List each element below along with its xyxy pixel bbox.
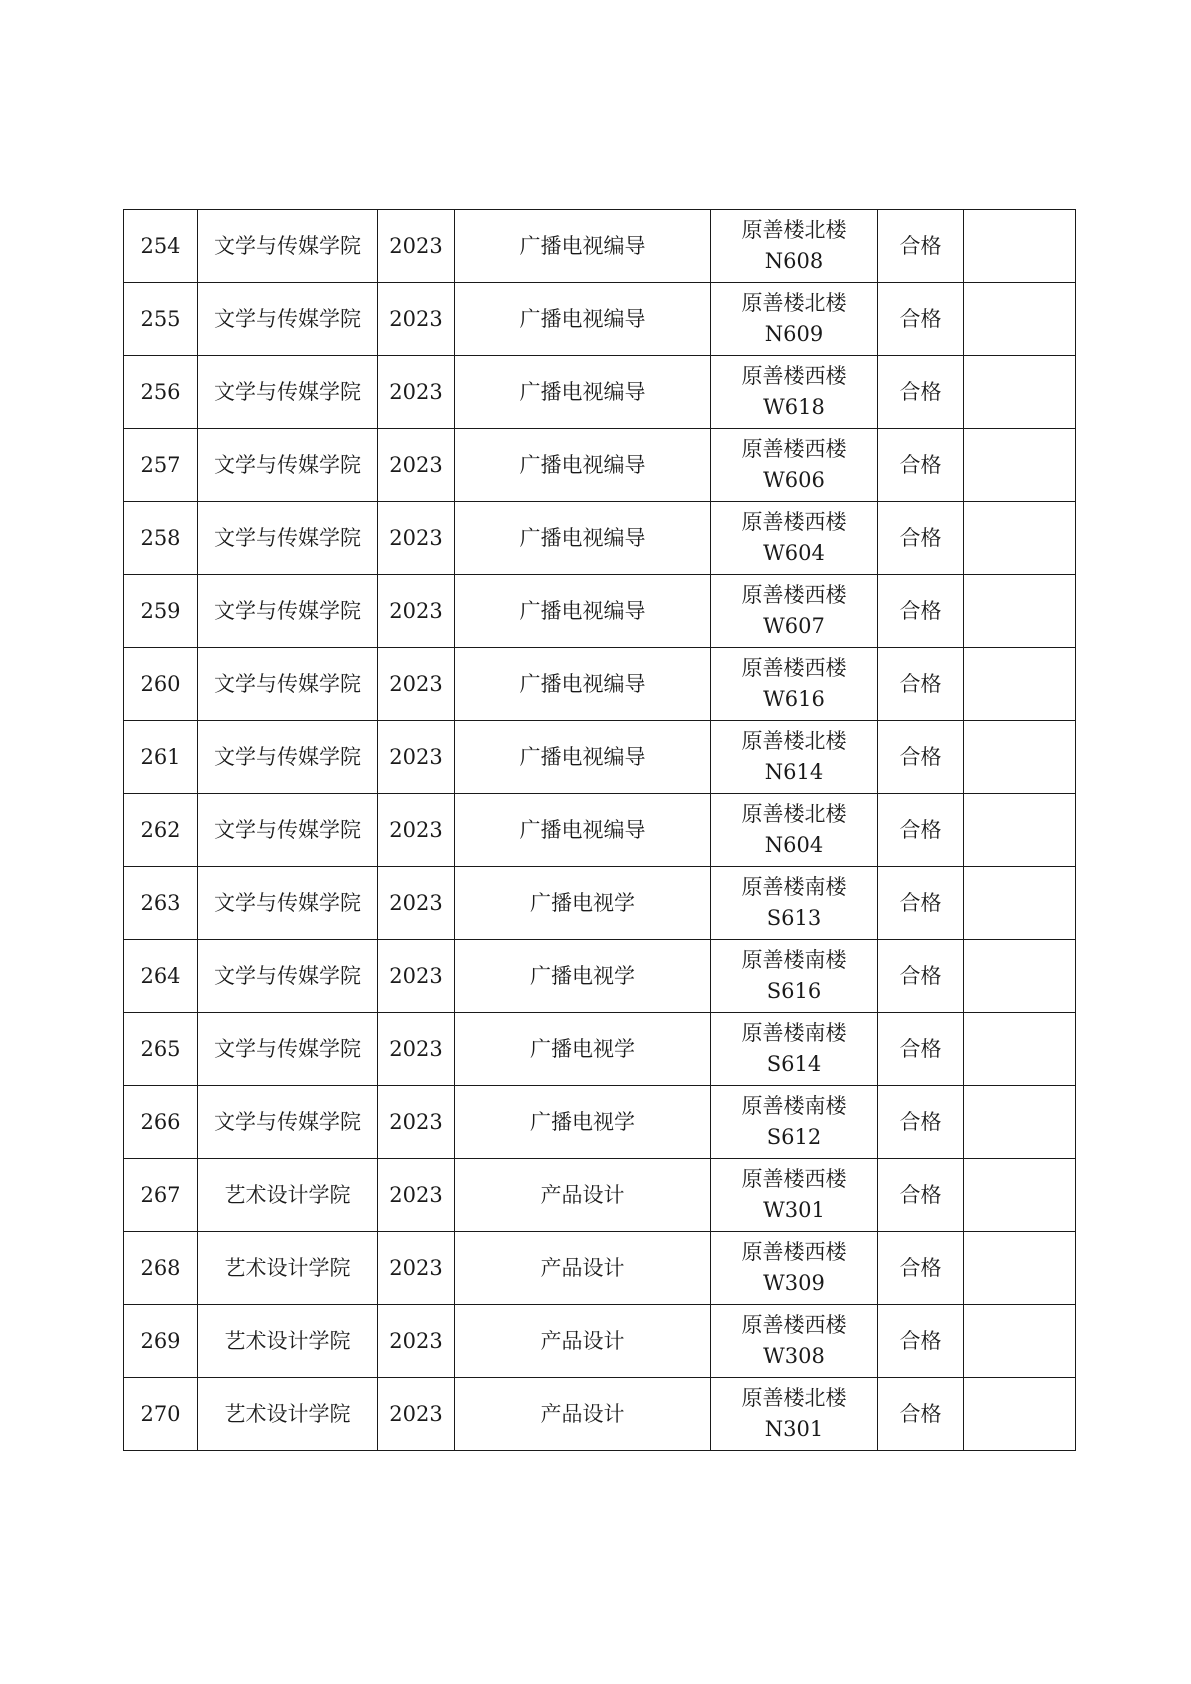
row-number-cell: 258 xyxy=(124,502,198,575)
row-number-cell: 254 xyxy=(124,210,198,283)
remark-cell xyxy=(964,867,1076,940)
result-cell: 合格 xyxy=(878,1232,964,1305)
remark-cell xyxy=(964,429,1076,502)
result-cell: 合格 xyxy=(878,283,964,356)
row-number-cell: 259 xyxy=(124,575,198,648)
major-cell: 产品设计 xyxy=(455,1305,711,1378)
room-number: W309 xyxy=(763,1271,825,1295)
table-row xyxy=(124,1232,1076,1305)
result-cell: 合格 xyxy=(878,1378,964,1451)
building-name: 原善楼西楼 xyxy=(741,1313,847,1337)
major-cell: 广播电视编导 xyxy=(455,575,711,648)
records-body xyxy=(124,210,1076,1451)
year-cell: 2023 xyxy=(378,356,455,429)
table-row xyxy=(124,502,1076,575)
building-name: 原善楼西楼 xyxy=(741,1167,847,1191)
table-row xyxy=(124,940,1076,1013)
table-row xyxy=(124,648,1076,721)
remark-cell xyxy=(964,283,1076,356)
room-number: N609 xyxy=(764,322,824,346)
table-row xyxy=(124,283,1076,356)
room-number: W607 xyxy=(763,614,825,638)
result-cell: 合格 xyxy=(878,1013,964,1086)
room-number: W618 xyxy=(763,395,825,419)
room-number: W604 xyxy=(763,541,825,565)
room-number: N604 xyxy=(764,833,824,857)
college-cell: 文学与传媒学院 xyxy=(198,867,378,940)
college-cell: 文学与传媒学院 xyxy=(198,721,378,794)
major-cell: 广播电视编导 xyxy=(455,794,711,867)
major-cell: 广播电视编导 xyxy=(455,648,711,721)
remark-cell xyxy=(964,794,1076,867)
location-cell xyxy=(711,1232,878,1305)
row-number-cell: 256 xyxy=(124,356,198,429)
year-cell: 2023 xyxy=(378,502,455,575)
major-cell: 广播电视学 xyxy=(455,1086,711,1159)
location-cell xyxy=(711,502,878,575)
result-cell: 合格 xyxy=(878,502,964,575)
result-cell: 合格 xyxy=(878,1086,964,1159)
row-number-cell: 267 xyxy=(124,1159,198,1232)
remark-cell xyxy=(964,502,1076,575)
remark-cell xyxy=(964,1086,1076,1159)
remark-cell xyxy=(964,1232,1076,1305)
room-number: S614 xyxy=(766,1052,822,1076)
major-cell: 广播电视学 xyxy=(455,867,711,940)
building-name: 原善楼西楼 xyxy=(741,437,847,461)
year-cell: 2023 xyxy=(378,721,455,794)
result-cell: 合格 xyxy=(878,575,964,648)
college-cell: 艺术设计学院 xyxy=(198,1232,378,1305)
location-cell xyxy=(711,1378,878,1451)
year-cell: 2023 xyxy=(378,283,455,356)
location-cell xyxy=(711,429,878,502)
college-cell: 艺术设计学院 xyxy=(198,1305,378,1378)
college-cell: 文学与传媒学院 xyxy=(198,210,378,283)
room-number: W308 xyxy=(763,1344,825,1368)
building-name: 原善楼北楼 xyxy=(741,729,847,753)
year-cell: 2023 xyxy=(378,1013,455,1086)
room-number: W606 xyxy=(763,468,825,492)
records-table xyxy=(123,209,1076,1451)
building-name: 原善楼北楼 xyxy=(741,802,847,826)
result-cell: 合格 xyxy=(878,1159,964,1232)
location-cell xyxy=(711,1086,878,1159)
building-name: 原善楼北楼 xyxy=(741,291,847,315)
row-number-cell: 270 xyxy=(124,1378,198,1451)
table-row xyxy=(124,1378,1076,1451)
result-cell: 合格 xyxy=(878,721,964,794)
remark-cell xyxy=(964,356,1076,429)
row-number-cell: 262 xyxy=(124,794,198,867)
table-row xyxy=(124,1159,1076,1232)
major-cell: 产品设计 xyxy=(455,1232,711,1305)
building-name: 原善楼西楼 xyxy=(741,1240,847,1264)
result-cell: 合格 xyxy=(878,1305,964,1378)
row-number-cell: 269 xyxy=(124,1305,198,1378)
building-name: 原善楼西楼 xyxy=(741,656,847,680)
row-number-cell: 268 xyxy=(124,1232,198,1305)
row-number-cell: 261 xyxy=(124,721,198,794)
building-name: 原善楼南楼 xyxy=(741,1094,847,1118)
year-cell: 2023 xyxy=(378,648,455,721)
room-number: S616 xyxy=(766,979,822,1003)
year-cell: 2023 xyxy=(378,1232,455,1305)
college-cell: 文学与传媒学院 xyxy=(198,356,378,429)
college-cell: 文学与传媒学院 xyxy=(198,283,378,356)
table-row xyxy=(124,867,1076,940)
row-number-cell: 266 xyxy=(124,1086,198,1159)
college-cell: 艺术设计学院 xyxy=(198,1159,378,1232)
major-cell: 广播电视编导 xyxy=(455,283,711,356)
table-row xyxy=(124,1086,1076,1159)
result-cell: 合格 xyxy=(878,356,964,429)
location-cell xyxy=(711,794,878,867)
building-name: 原善楼北楼 xyxy=(741,1386,847,1410)
location-cell xyxy=(711,1159,878,1232)
location-cell xyxy=(711,721,878,794)
major-cell: 广播电视编导 xyxy=(455,502,711,575)
result-cell: 合格 xyxy=(878,794,964,867)
college-cell: 文学与传媒学院 xyxy=(198,940,378,1013)
college-cell: 文学与传媒学院 xyxy=(198,575,378,648)
remark-cell xyxy=(964,575,1076,648)
table-row xyxy=(124,794,1076,867)
building-name: 原善楼南楼 xyxy=(741,1021,847,1045)
major-cell: 广播电视编导 xyxy=(455,356,711,429)
location-cell xyxy=(711,648,878,721)
room-number: N301 xyxy=(764,1417,824,1441)
table-row xyxy=(124,429,1076,502)
room-number: W616 xyxy=(763,687,825,711)
college-cell: 艺术设计学院 xyxy=(198,1378,378,1451)
result-cell: 合格 xyxy=(878,648,964,721)
result-cell: 合格 xyxy=(878,429,964,502)
year-cell: 2023 xyxy=(378,210,455,283)
table-row xyxy=(124,721,1076,794)
room-number: N608 xyxy=(764,249,824,273)
building-name: 原善楼西楼 xyxy=(741,364,847,388)
room-number: W301 xyxy=(763,1198,825,1222)
location-cell xyxy=(711,1305,878,1378)
table-row xyxy=(124,1013,1076,1086)
year-cell: 2023 xyxy=(378,794,455,867)
major-cell: 广播电视编导 xyxy=(455,429,711,502)
year-cell: 2023 xyxy=(378,1159,455,1232)
remark-cell xyxy=(964,1378,1076,1451)
room-number: N614 xyxy=(764,760,824,784)
college-cell: 文学与传媒学院 xyxy=(198,1013,378,1086)
college-cell: 文学与传媒学院 xyxy=(198,794,378,867)
college-cell: 文学与传媒学院 xyxy=(198,502,378,575)
college-cell: 文学与传媒学院 xyxy=(198,648,378,721)
year-cell: 2023 xyxy=(378,1086,455,1159)
college-cell: 文学与传媒学院 xyxy=(198,429,378,502)
location-cell xyxy=(711,210,878,283)
row-number-cell: 263 xyxy=(124,867,198,940)
remark-cell xyxy=(964,940,1076,1013)
major-cell: 产品设计 xyxy=(455,1159,711,1232)
location-cell xyxy=(711,356,878,429)
remark-cell xyxy=(964,1305,1076,1378)
row-number-cell: 257 xyxy=(124,429,198,502)
college-cell: 文学与传媒学院 xyxy=(198,1086,378,1159)
location-cell xyxy=(711,575,878,648)
remark-cell xyxy=(964,648,1076,721)
table-row xyxy=(124,1305,1076,1378)
major-cell: 广播电视学 xyxy=(455,1013,711,1086)
row-number-cell: 265 xyxy=(124,1013,198,1086)
location-cell xyxy=(711,940,878,1013)
remark-cell xyxy=(964,1013,1076,1086)
row-number-cell: 255 xyxy=(124,283,198,356)
year-cell: 2023 xyxy=(378,575,455,648)
major-cell: 广播电视学 xyxy=(455,940,711,1013)
table-row xyxy=(124,210,1076,283)
location-cell xyxy=(711,1013,878,1086)
table-row xyxy=(124,575,1076,648)
result-cell: 合格 xyxy=(878,210,964,283)
year-cell: 2023 xyxy=(378,940,455,1013)
remark-cell xyxy=(964,210,1076,283)
room-number: S612 xyxy=(766,1125,822,1149)
year-cell: 2023 xyxy=(378,429,455,502)
year-cell: 2023 xyxy=(378,1378,455,1451)
year-cell: 2023 xyxy=(378,1305,455,1378)
major-cell: 广播电视编导 xyxy=(455,210,711,283)
year-cell: 2023 xyxy=(378,867,455,940)
major-cell: 广播电视编导 xyxy=(455,721,711,794)
remark-cell xyxy=(964,721,1076,794)
location-cell xyxy=(711,283,878,356)
table-row xyxy=(124,356,1076,429)
building-name: 原善楼北楼 xyxy=(741,218,847,242)
remark-cell xyxy=(964,1159,1076,1232)
building-name: 原善楼南楼 xyxy=(741,875,847,899)
row-number-cell: 264 xyxy=(124,940,198,1013)
room-number: S613 xyxy=(766,906,822,930)
result-cell: 合格 xyxy=(878,940,964,1013)
building-name: 原善楼西楼 xyxy=(741,583,847,607)
location-cell xyxy=(711,867,878,940)
building-name: 原善楼西楼 xyxy=(741,510,847,534)
building-name: 原善楼南楼 xyxy=(741,948,847,972)
row-number-cell: 260 xyxy=(124,648,198,721)
result-cell: 合格 xyxy=(878,867,964,940)
major-cell: 产品设计 xyxy=(455,1378,711,1451)
